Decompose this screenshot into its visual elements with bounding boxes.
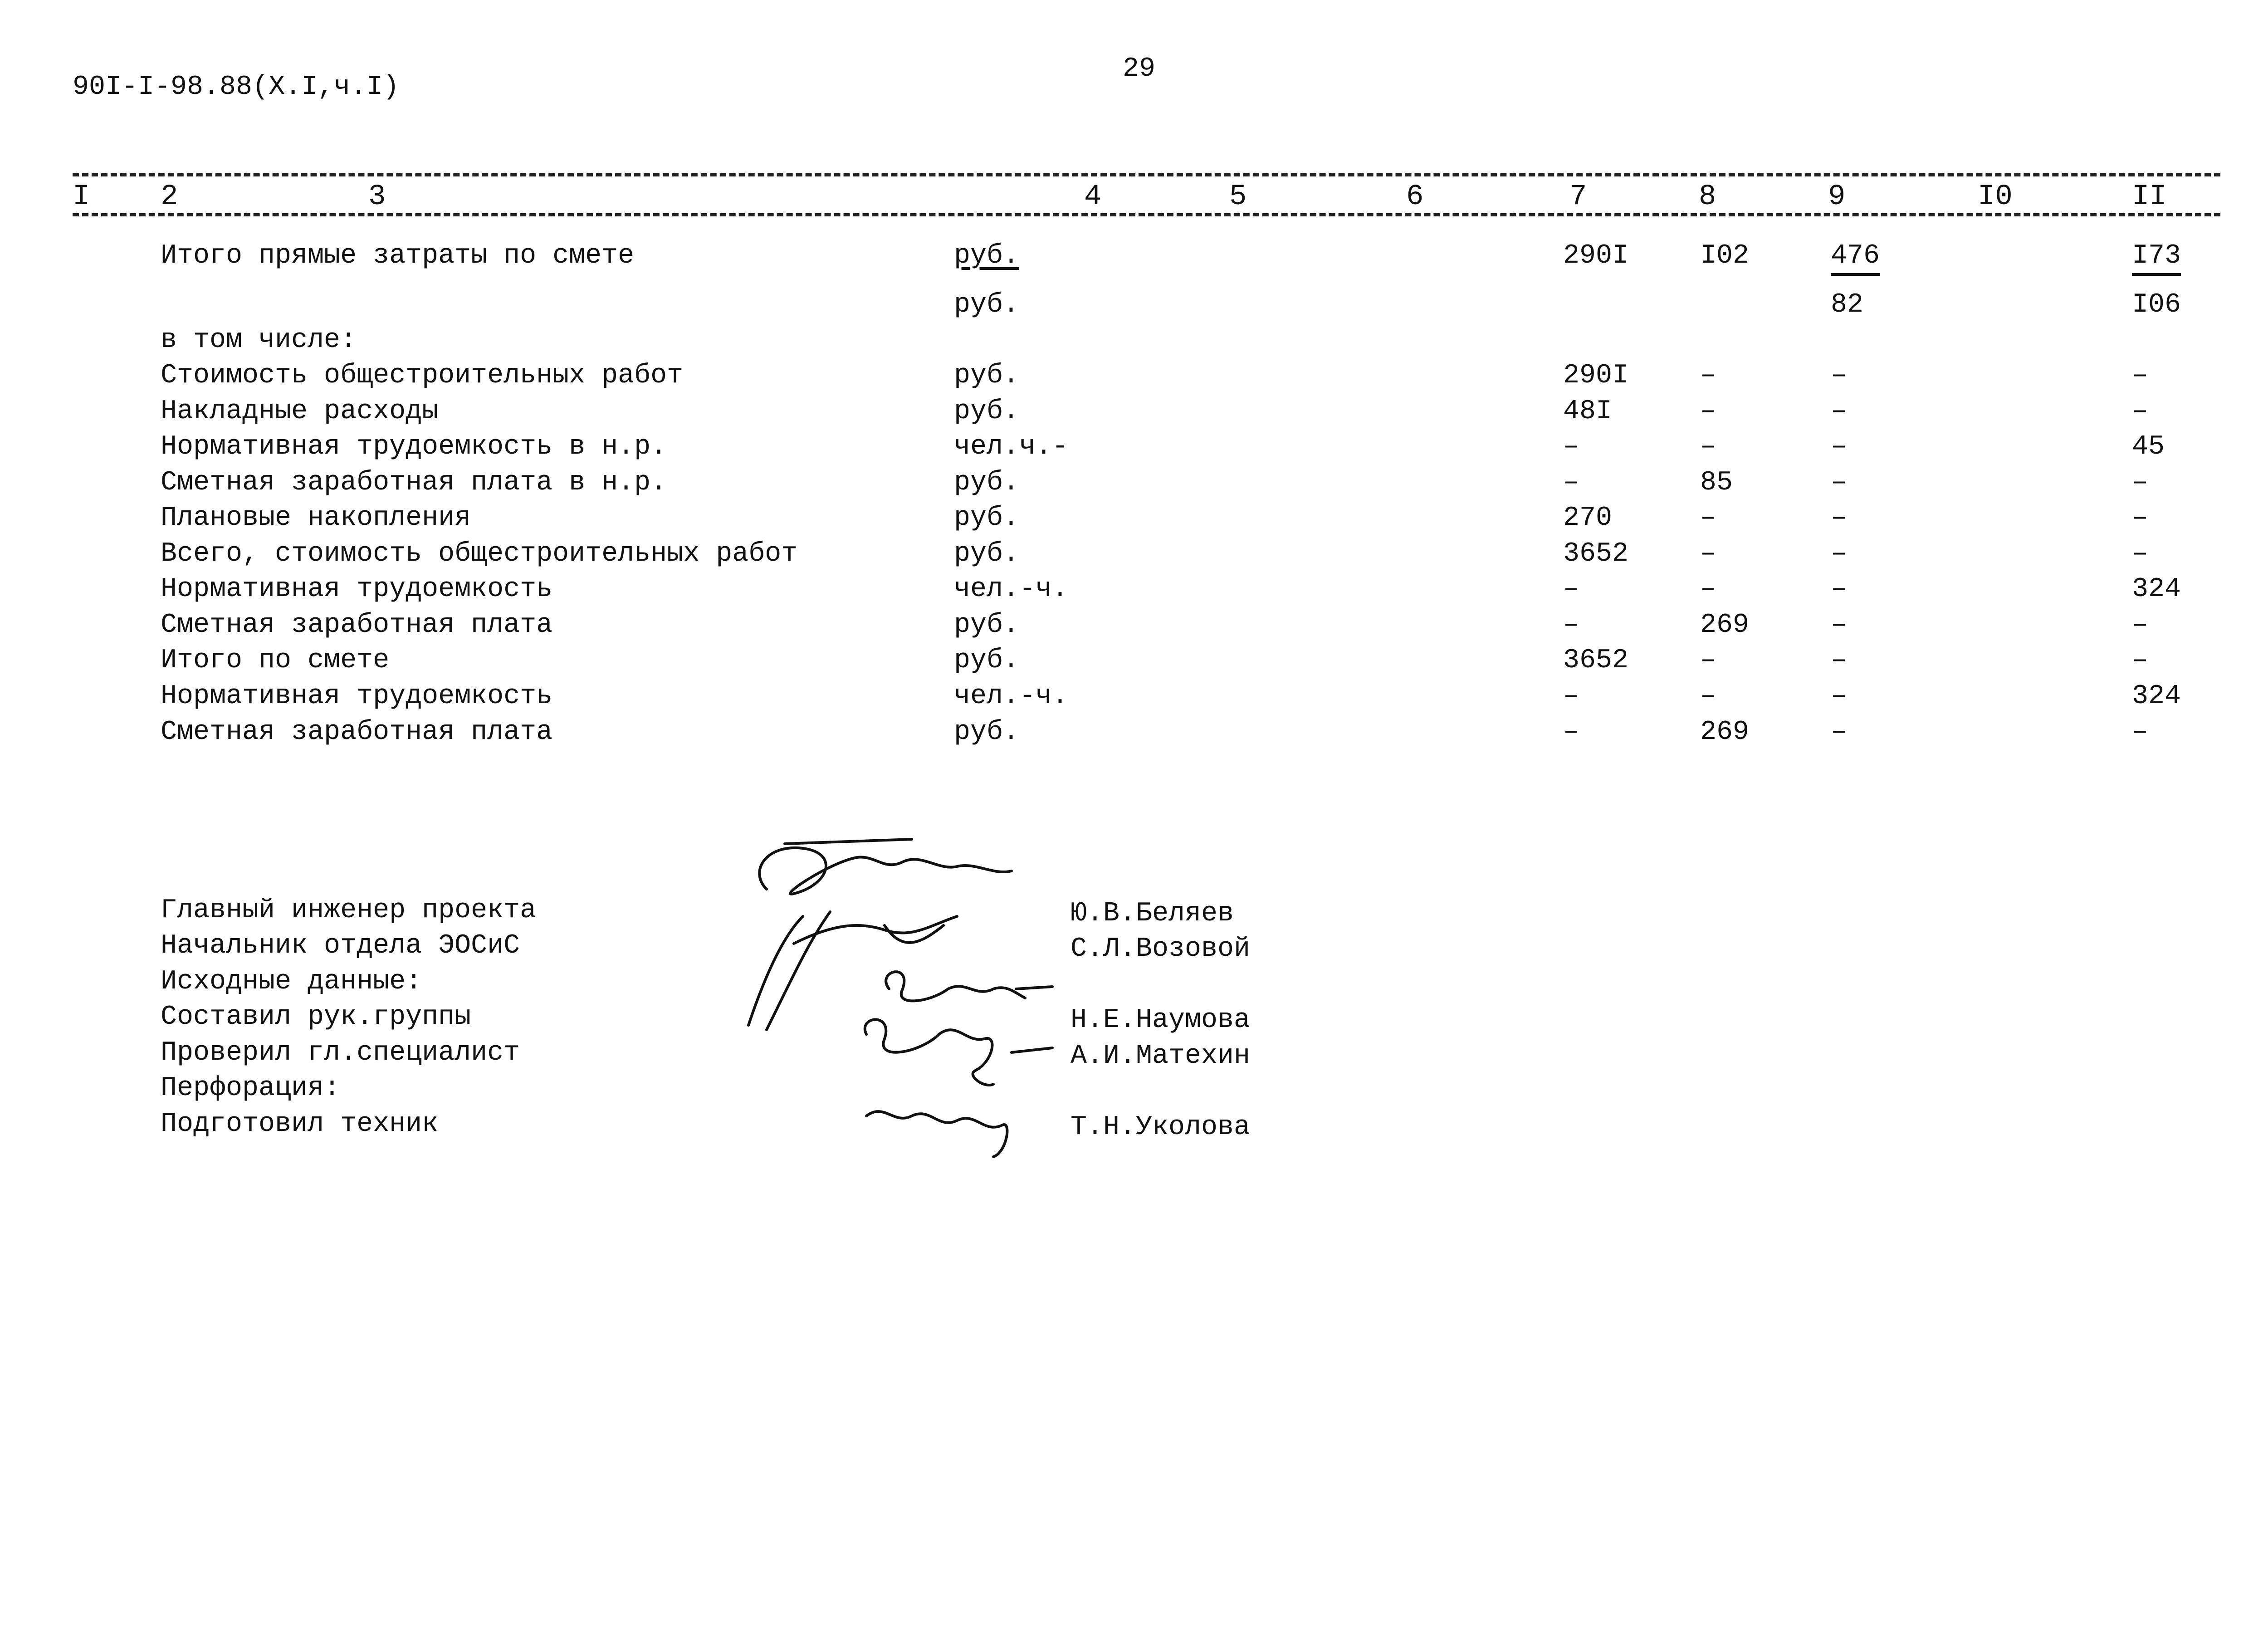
row-col7: 48I: [1563, 396, 1613, 427]
column-number: I0: [1978, 181, 2013, 213]
column-number: I: [73, 181, 90, 213]
signature-mark-4: [865, 1020, 993, 1086]
row-col7: 3652: [1563, 538, 1629, 569]
row-unit: руб.: [954, 360, 1020, 391]
table-row: [0, 681, 2268, 717]
row-col11: –: [2132, 717, 2149, 748]
row-col8: –: [1700, 574, 1717, 605]
row-col9: –: [1831, 360, 1848, 391]
row-unit: чел.ч.-: [954, 431, 1069, 462]
row-name: Стоимость общестроительных работ: [161, 360, 684, 391]
row-unit: руб.: [954, 240, 1020, 271]
row-unit: руб.: [954, 467, 1020, 498]
signature-dash: [1012, 987, 1052, 1052]
row-col8: 85: [1700, 467, 1733, 498]
row-col11: –: [2132, 360, 2149, 391]
column-number: 5: [1229, 181, 1247, 213]
table-row: [0, 645, 2268, 681]
row-col9: –: [1831, 610, 1848, 641]
signature-role: Перфорация:: [161, 1073, 341, 1104]
table-row: [0, 431, 2268, 468]
row-col8: –: [1700, 538, 1717, 569]
column-number: 3: [368, 181, 386, 213]
signature-name: Н.Е.Наумова: [1070, 1005, 1251, 1036]
row-col7: 290I: [1563, 240, 1629, 271]
table-row: [0, 240, 2268, 277]
row-col8: –: [1700, 681, 1717, 712]
row-col9: –: [1831, 717, 1848, 748]
row-unit: руб.: [954, 503, 1020, 533]
signature-role: Начальник отдела ЭОСиС: [161, 930, 520, 961]
row-col7: 270: [1563, 503, 1613, 533]
document-code: 90I-I-98.88(Х.I,ч.I): [73, 72, 400, 103]
row-col9: –: [1831, 538, 1848, 569]
row-col8: I02: [1700, 240, 1750, 271]
row-col7: –: [1563, 610, 1580, 641]
table-row: [0, 717, 2268, 753]
row-col8: –: [1700, 396, 1717, 427]
signature-mark-3: [886, 972, 1025, 1001]
row-col9: –: [1831, 681, 1848, 712]
row-unit: руб.: [954, 610, 1020, 641]
signature-name: А.И.Матехин: [1070, 1041, 1251, 1071]
row-unit: чел.-ч.: [954, 574, 1069, 605]
row-col7: –: [1563, 574, 1580, 605]
row-col11: –: [2132, 645, 2149, 676]
row-col8: –: [1700, 431, 1717, 462]
row-col7: 3652: [1563, 645, 1629, 676]
column-number: 2: [161, 181, 178, 213]
row-name: Сметная заработная плата: [161, 610, 553, 641]
row-unit: руб.: [954, 289, 1020, 320]
table-row: [0, 574, 2268, 610]
row-col8: –: [1700, 360, 1717, 391]
signature-role: Главный инженер проекта: [161, 895, 537, 926]
row-col7: –: [1563, 467, 1580, 498]
row-unit: руб.: [954, 645, 1020, 676]
signature-role: Проверил гл.специалист: [161, 1037, 520, 1068]
row-name: Сметная заработная плата в н.р.: [161, 467, 667, 498]
row-col7: –: [1563, 681, 1580, 712]
row-col9: –: [1831, 396, 1848, 427]
row-col9: 82: [1831, 289, 1864, 320]
signature-role: Подготовил техник: [161, 1109, 439, 1140]
table-header-rule: [73, 213, 2220, 216]
row-col8: 269: [1700, 717, 1750, 748]
row-col11: –: [2132, 396, 2149, 427]
row-col11: I73: [2132, 240, 2181, 276]
table-row: [0, 610, 2268, 646]
handwritten-signatures: [739, 835, 1057, 1161]
row-col11: –: [2132, 503, 2149, 533]
column-number: 4: [1084, 181, 1102, 213]
column-number: 9: [1828, 181, 1846, 213]
table-row: [0, 289, 2268, 326]
row-col8: –: [1700, 645, 1717, 676]
row-col11: –: [2132, 538, 2149, 569]
table-row: [0, 503, 2268, 539]
row-col11: 45: [2132, 431, 2165, 462]
row-col7: 290I: [1563, 360, 1629, 391]
row-col7: –: [1563, 431, 1580, 462]
row-name: в том числе:: [161, 325, 357, 356]
row-name: Итого прямые затраты по смете: [161, 240, 635, 271]
row-col11: I06: [2132, 289, 2181, 320]
table-row: [0, 467, 2268, 504]
row-name: Накладные расходы: [161, 396, 439, 427]
table-row: [0, 396, 2268, 432]
table-row: [0, 538, 2268, 575]
row-unit: руб.: [954, 717, 1020, 748]
row-name: Плановые накопления: [161, 503, 471, 533]
row-col9: –: [1831, 645, 1848, 676]
signature-name: С.Л.Возовой: [1070, 934, 1251, 964]
row-name: Нормативная трудоемкость в н.р.: [161, 431, 667, 462]
signature-mark-1: [759, 839, 1012, 894]
signature-name: Ю.В.Беляев: [1070, 898, 1234, 929]
table-row: [0, 360, 2268, 396]
row-unit: руб.: [954, 396, 1020, 427]
row-name: Сметная заработная плата: [161, 717, 553, 748]
column-number: 6: [1406, 181, 1424, 213]
row-col9: 476: [1831, 240, 1880, 276]
column-number: 8: [1699, 181, 1716, 213]
row-name: Итого по смете: [161, 645, 390, 676]
row-col11: 324: [2132, 574, 2181, 605]
row-col9: –: [1831, 503, 1848, 533]
table-top-rule: [73, 173, 2220, 176]
page-number: 29: [1123, 54, 1156, 84]
row-name: Нормативная трудоемкость: [161, 574, 553, 605]
row-name: Всего, стоимость общестроительных работ: [161, 538, 798, 569]
table-row: [0, 325, 2268, 361]
row-col9: –: [1831, 431, 1848, 462]
row-col11: 324: [2132, 681, 2181, 712]
column-number: 7: [1569, 181, 1587, 213]
row-name: Нормативная трудоемкость: [161, 681, 553, 712]
column-number: II: [2132, 181, 2167, 213]
signature-role: Исходные данные:: [161, 966, 422, 997]
row-unit: руб.: [954, 538, 1020, 569]
row-col11: –: [2132, 610, 2149, 641]
row-col8: –: [1700, 503, 1717, 533]
signature-mark-5: [866, 1111, 1007, 1157]
row-unit: чел.-ч.: [954, 681, 1069, 712]
row-col8: 269: [1700, 610, 1750, 641]
row-col7: –: [1563, 717, 1580, 748]
signature-name: Т.Н.Уколова: [1070, 1112, 1251, 1143]
row-col9: –: [1831, 467, 1848, 498]
signature-role: Составил рук.группы: [161, 1002, 471, 1032]
row-col9: –: [1831, 574, 1848, 605]
row-col11: –: [2132, 467, 2149, 498]
signature-mark-2: [748, 912, 957, 1030]
